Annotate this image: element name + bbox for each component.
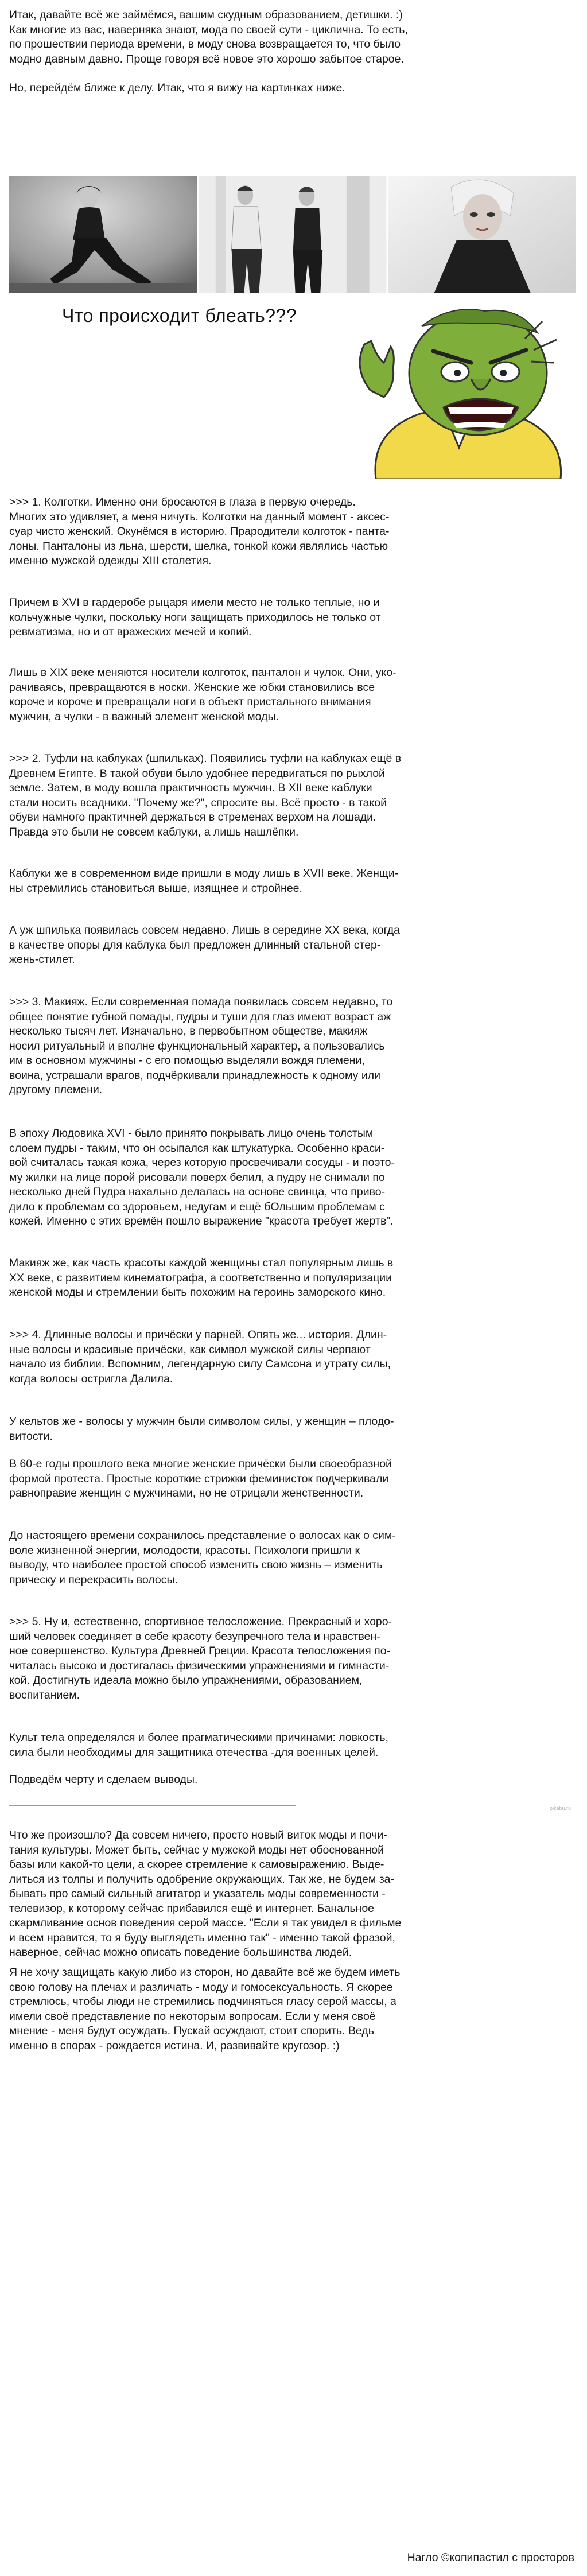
rage-face-icon (336, 298, 582, 479)
louis-xvi-paragraph: В эпоху Людовика XVI - было принято покрывать лицо очень толстым слоем пудры - таким, что он осыпался как штукатурка. Особенно краси- вой считалась тажая кожа, через которую просвечивали сосуды - и поэто- му жилки на лице порой рисовали поверх белил, а пудру не снимали по несколько дней Пудра нахально делалась на основе свинца, что приво- дило к проблемам со здоровьем, недугам и ещё бОльшим проблемам с кожей. Именно с этих времён пошло выражение "красота требует жертв". (9, 1127, 395, 1227)
conclusion-lead-paragraph: Подведём черту и сделаем выводы. (9, 1773, 198, 1786)
photo-model-3 (388, 176, 576, 293)
lead-paragraph: Но, перейдём ближе к делу. Итак, что я вижу на картинках ниже. (9, 81, 345, 94)
final-paragraph: Я не хочу защищать какую либо из сторон, но давайте всё же будем иметь свою голову на плечах и различать - моду и гомосексуальность. Я скорее стремлюсь, чтобы люди не стремились подчиняться гласу серой массы, а имели своё представление по некоторым вопросам. Если у меня своё мнение - меня будут осуждать. Пускай осуждают, стоит спорить. Ведь именно в спорах - рождается истина. И, развивайте кругозор. :) (9, 1966, 401, 2052)
section-divider (9, 1805, 296, 1806)
watermark: pikabu.ru (549, 1805, 571, 1811)
intro-paragraph: Итак, давайте всё же займёмся, вашим скудным образованием, детишки. :) Как многие из вас, наверняка знают, мода по своей сути - циклична. То есть, по прошествии периода времени, в моду снова возвращается то, что было модно давным давно. Проще говоря всё новое это хорошо забытое старое. (9, 9, 408, 65)
heels-modern-paragraph: Каблуки же в современном виде пришли в моду лишь в XVII веке. Женщи- ны стремились становиться выше, изящнее и стройнее. (9, 867, 399, 895)
celts-paragraph: У кельтов же - волосы у мужчин были символом силы, у женщин – плодо- витости. (9, 1415, 394, 1443)
conclusion-paragraph: Что же произошло? Да совсем ничего, просто новый виток моды и почи- тания культуры. Может быть, сейчас у мужской моды нет обоснованной базы или какой-то цели, а скорее стремление к самовыражению. Выде- литься из толпы и получить одобрение окружающих. Так же, не будем за- бывать про самый сильный агитатор и указатель моды современности - телевизор, к которому сейчас прибавился ещё и интернет. Банальное скармливание основ поведения серой массе. "Если я так увидел в фильме и всем нравится, то я буду выглядеть именно так" - именно такой фразой, наверное, сейчас можно описать поведение большинства людей. (9, 1829, 402, 1959)
body-cult-paragraph: Культ тела определялся и более прагматическими причинами: ловкость, сила были необходимы для защитника отечества -для военных целей. (9, 1731, 388, 1759)
knights-paragraph: Причем в XVI в гардеробе рыцаря имели место не только теплые, но и кольчужные чулки, поскольку ноги защищать приходилось не только от ревматизма, но и от вражеских мечей и копий. (9, 596, 381, 638)
xix-century-paragraph: Лишь в XIX веке меняются носители колготок, панталон и чулок. Они, уко- рачиваясь, превращаются в носки. Женские же юбки становились все короче и короче и превращали ноги в объект пристального внимания мужчин, а чулки - в важный элемент женской моды. (9, 666, 396, 723)
photo-model-1 (9, 176, 197, 293)
section-5-paragraph: >>> 5. Ну и, естественно, спортивное телосложение. Прекрасный и хоро- ший человек соединяет в себе красоту безупречного тела и нравствен- ное совершенство. Культура Древней Греции. Красота телосложения по- читалась высоко и достигалась физическими упражнениями и гимнасти- кой. Достигнуть идеала можно было упражнениями, образованием, воспитанием. (9, 1615, 392, 1701)
photo-strip (9, 176, 576, 293)
reaction-caption: Что происходит блеать??? (62, 305, 297, 326)
section-2-paragraph: >>> 2. Туфли на каблуках (шпильках). Появились туфли на каблуках ещё в Древнем Египте. В такой обуви было удобнее передвигаться по рыхлой земле. Затем, в моду вошла практичность мужчин. В XII веке каблуки стали носить всадники. "Почему же?", спросите вы. Всё просто - в такой обуви намного практичней держаться в стременах верхом на лошади. Правда это были не совсем каблуки, а лишь нашлёпки. (9, 752, 402, 838)
makeup-xx-paragraph: Макияж же, как часть красоты каждой женщины стал популярным лишь в XX веке, с развитием кинематографа, а соответственно и популяризации женской моды и стремлении быть похожим на героинь заморского кино. (9, 1257, 394, 1299)
section-1-paragraph: >>> 1. Колготки. Именно они бросаются в глаза в первую очередь. Многих это удивляет, а меня ничуть. Колготки на данный момент - аксес- суар чисто женский. Окунёмся в историю. Прародители колготок - панта- лоны. Панталоны из льна, шерсти, шелка, тонкой кожи являлись частью именно мужской одежды XIII столетия. (9, 496, 390, 567)
section-3-paragraph: >>> 3. Макияж. Если современная помада появилась совсем недавно, то общее понятие губной помады, пудры и туши для глаз имеют возраст аж несколько тысяч лет. Изначально, в первобытном обществе, макияж носил ритуальный и вполне функциональный характер, а пользовались им в основном мужчины - с его помощью выделяли вождя племени, воина, устрашали врагов, подчёркивали принадлежность к одному или другому племени. (9, 996, 393, 1096)
sixties-paragraph: В 60-е годы прошлого века многие женские причёски были своеобразной формой протеста. Простые короткие стрижки феминисток подчеркивали равноправие женщин с мужчинами, но не отрицали женственности. (9, 1458, 392, 1499)
stiletto-paragraph: А уж шпилька появилась совсем недавно. Лишь в середине XX века, когда в качестве опоры для каблука был предложен длинный стальной стер- жень-стилет. (9, 924, 401, 966)
footer-signature: Нагло ©копипастил с просторов (407, 2551, 574, 2564)
hair-energy-paragraph: До настоящего времени сохранилось представление о волосах как о сим- воле жизненной энергии, молодости, красоты. Психологи пришли к выводу, что наиболее простой способ изменить свою жизнь – изменить прическу и перекрасить волосы. (9, 1529, 396, 1586)
section-4-paragraph: >>> 4. Длинные волосы и причёски у парней. Опять же... история. Длин- ные волосы и красивые причёски, как символ мужской силы черпают начало из библии. Вспомним, легендарную силу Самсона и утрату силы, когда волосы остригла Далила. (9, 1328, 391, 1385)
photo-model-2 (199, 176, 386, 293)
